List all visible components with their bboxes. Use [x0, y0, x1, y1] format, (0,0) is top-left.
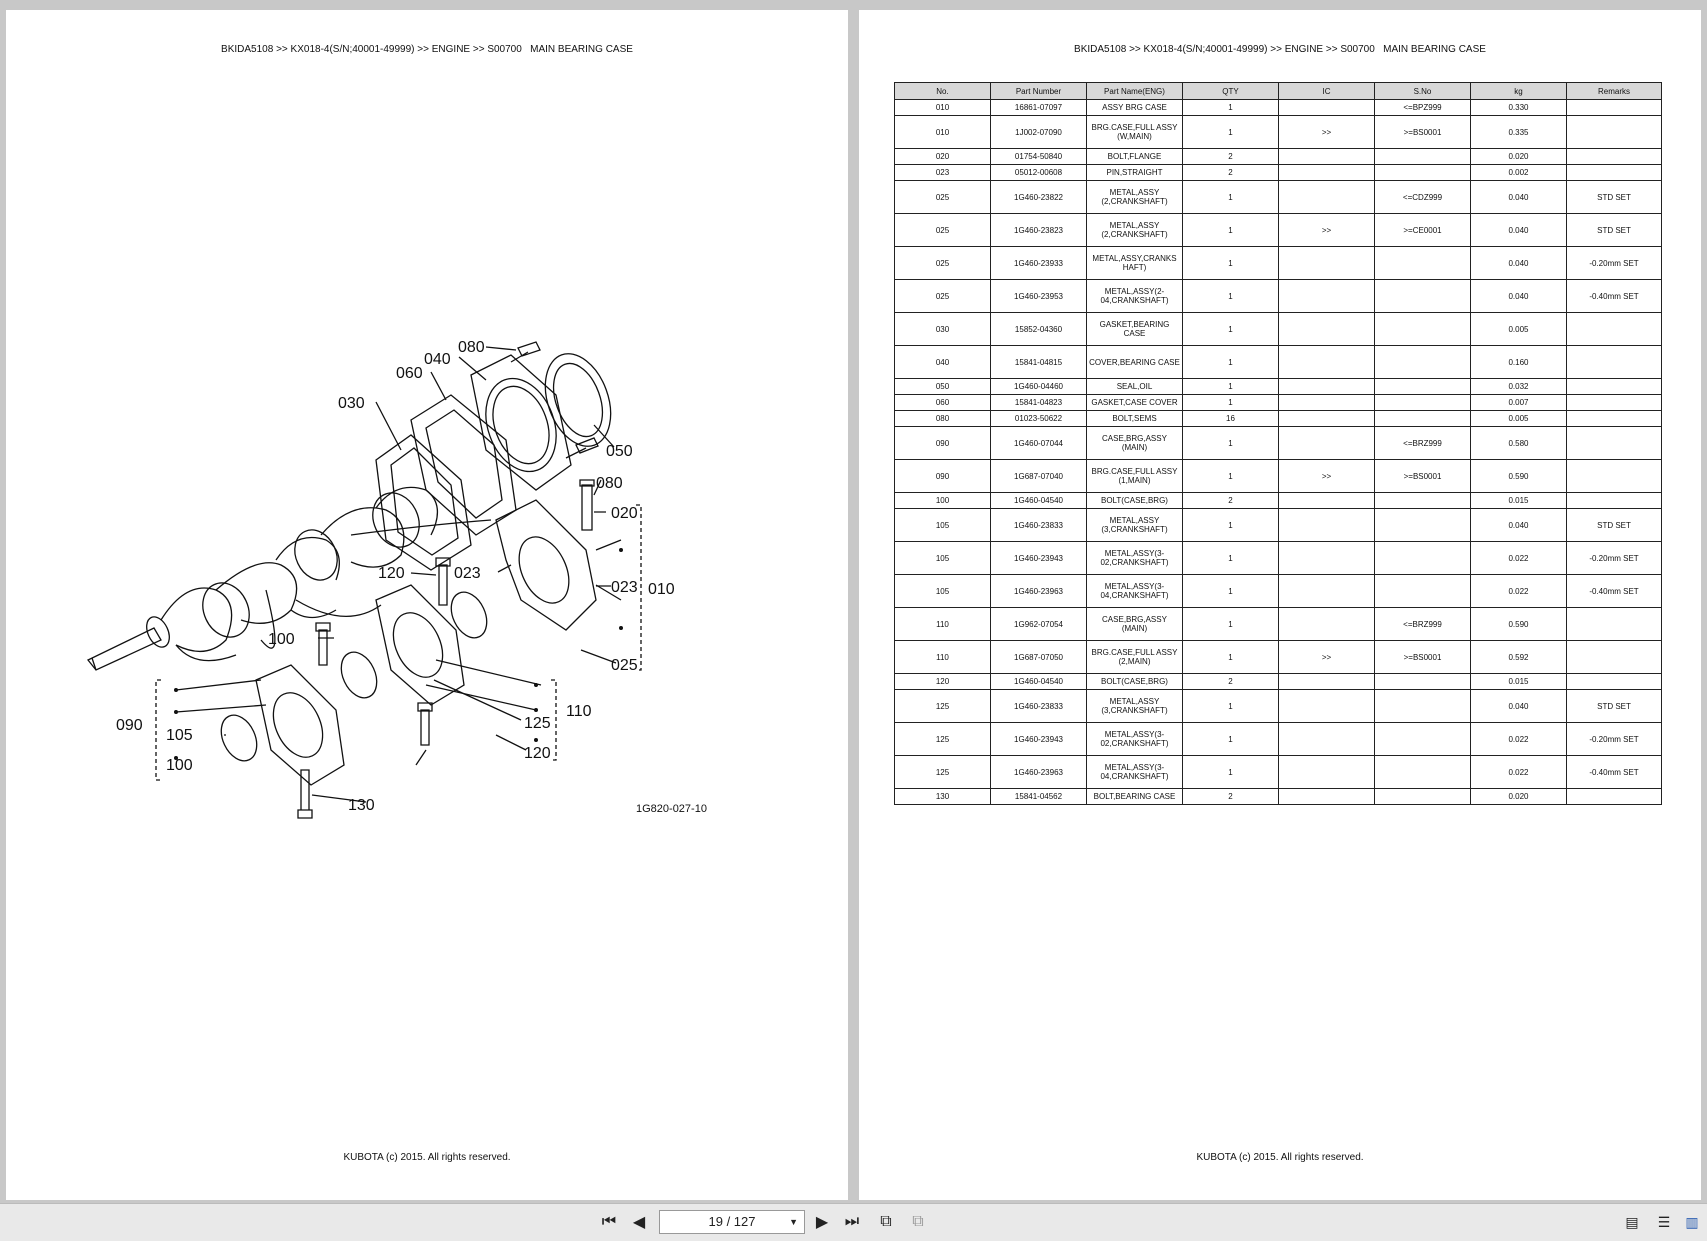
cell-no: 030 [895, 313, 991, 346]
table-row [895, 509, 1662, 542]
cell-qty: 1 [1183, 723, 1279, 756]
header-part-name: Part Name(ENG) [1087, 83, 1183, 100]
cell-qty: 1 [1183, 395, 1279, 411]
table-row [895, 411, 1662, 427]
cell-kg: 0.040 [1471, 280, 1567, 313]
callout-010: 010 [648, 581, 675, 598]
cell-kg: 0.040 [1471, 247, 1567, 280]
viewer-toolbar [0, 1203, 1707, 1241]
cell-kg: 0.590 [1471, 608, 1567, 641]
cell-qty: 1 [1183, 247, 1279, 280]
gasket-060-drawing [411, 395, 516, 535]
cell-ic [1279, 280, 1375, 313]
callout-090: 090 [116, 717, 143, 734]
cell-remarks: -0.40mm SET [1567, 756, 1662, 789]
cell-ic [1279, 674, 1375, 690]
cell-no: 110 [895, 641, 991, 674]
table-row [895, 542, 1662, 575]
cell-part-name: METAL,ASSY(3- 02,CRANKSHAFT) [1087, 723, 1183, 756]
cell-part-name: CASE,BRG,ASSY (MAIN) [1087, 608, 1183, 641]
cell-sno [1375, 165, 1471, 181]
bearing-case-110-drawing [376, 585, 464, 705]
cell-part-number: 15841-04823 [991, 395, 1087, 411]
header-no: No. [895, 83, 991, 100]
cell-remarks [1567, 313, 1662, 346]
cell-ic [1279, 690, 1375, 723]
cell-part-number: 15852-04360 [991, 313, 1087, 346]
cell-remarks [1567, 116, 1662, 149]
cell-part-name: METAL,ASSY(3- 04,CRANKSHAFT) [1087, 575, 1183, 608]
cell-remarks [1567, 493, 1662, 509]
cell-sno: <=CDZ999 [1375, 181, 1471, 214]
table-row [895, 575, 1662, 608]
single-page-view-icon[interactable]: ▤ [1625, 1213, 1639, 1230]
breadcrumb-right: BKIDA5108 >> KX018-4(S/N;40001-49999) >> ENGINE >> S00700 MAIN BEARING CASE [1074, 44, 1486, 55]
header-ic: IC [1279, 83, 1375, 100]
cell-kg: 0.022 [1471, 723, 1567, 756]
cell-sno [1375, 690, 1471, 723]
cell-remarks [1567, 346, 1662, 379]
two-page-view-icon[interactable]: ▥ [1685, 1213, 1699, 1230]
cell-part-number: 1G687-07040 [991, 460, 1087, 493]
cell-no: 130 [895, 789, 991, 805]
cell-no: 025 [895, 280, 991, 313]
cell-kg: 0.005 [1471, 411, 1567, 427]
callout-020: 020 [611, 505, 638, 522]
cell-kg: 0.032 [1471, 379, 1567, 395]
next-page-icon[interactable]: ▶ [815, 1214, 829, 1231]
cell-no: 010 [895, 100, 991, 116]
figure-code: 1G820-027-10 [636, 803, 707, 815]
cell-no: 023 [895, 165, 991, 181]
cell-no: 110 [895, 608, 991, 641]
cell-kg: 0.020 [1471, 149, 1567, 165]
fit-width-icon[interactable]: ⧉ [912, 1213, 924, 1230]
callout-025: 025 [611, 657, 638, 674]
cell-qty: 1 [1183, 313, 1279, 346]
callout-040: 040 [424, 351, 451, 368]
cell-sno [1375, 346, 1471, 379]
cell-no: 040 [895, 346, 991, 379]
cell-qty: 1 [1183, 641, 1279, 674]
table-row [895, 379, 1662, 395]
cell-sno: >=BS0001 [1375, 460, 1471, 493]
cell-part-name: BRG.CASE,FULL ASSY (W,MAIN) [1087, 116, 1183, 149]
cell-no: 025 [895, 214, 991, 247]
prev-page-icon[interactable]: ◀ [632, 1214, 646, 1231]
cell-remarks [1567, 411, 1662, 427]
cell-part-number: 1G460-23953 [991, 280, 1087, 313]
footer-right: KUBOTA (c) 2015. All rights reserved. [1196, 1152, 1364, 1163]
callout-100: 100 [268, 631, 295, 648]
cell-ic [1279, 756, 1375, 789]
cell-part-number: 1G460-23833 [991, 690, 1087, 723]
cell-sno [1375, 247, 1471, 280]
cell-remarks: -0.20mm SET [1567, 247, 1662, 280]
cell-qty: 16 [1183, 411, 1279, 427]
cell-remarks [1567, 460, 1662, 493]
continuous-view-icon[interactable]: ☰ [1657, 1213, 1671, 1230]
cell-qty: 2 [1183, 674, 1279, 690]
table-row [895, 427, 1662, 460]
cell-ic [1279, 149, 1375, 165]
left-page [6, 10, 848, 1200]
cell-qty: 1 [1183, 542, 1279, 575]
cell-kg: 0.015 [1471, 493, 1567, 509]
cell-no: 100 [895, 493, 991, 509]
callout-060: 060 [396, 365, 423, 382]
cell-no: 105 [895, 575, 991, 608]
page-indicator: 19 / 127 [708, 1214, 756, 1229]
cell-kg: 0.580 [1471, 427, 1567, 460]
bearing-case-090-drawing [256, 665, 344, 785]
cell-ic [1279, 346, 1375, 379]
cell-ic [1279, 247, 1375, 280]
cell-ic [1279, 379, 1375, 395]
cell-no: 025 [895, 247, 991, 280]
cell-part-name: SEAL,OIL [1087, 379, 1183, 395]
callout-105: 105 [166, 727, 193, 744]
callout-120: 120 [378, 565, 405, 582]
cell-part-number: 05012-00608 [991, 165, 1087, 181]
cell-qty: 1 [1183, 427, 1279, 460]
callout-023: 023 [454, 565, 481, 582]
table-row [895, 690, 1662, 723]
cell-ic [1279, 181, 1375, 214]
cell-kg: 0.040 [1471, 181, 1567, 214]
cell-sno [1375, 280, 1471, 313]
cell-kg: 0.020 [1471, 789, 1567, 805]
cell-sno [1375, 395, 1471, 411]
cell-sno [1375, 411, 1471, 427]
cell-part-number: 1G460-23963 [991, 756, 1087, 789]
header-qty: QTY [1183, 83, 1279, 100]
cell-kg: 0.330 [1471, 100, 1567, 116]
cell-remarks [1567, 149, 1662, 165]
gasket-030-drawing [376, 435, 471, 570]
cell-part-name: METAL,ASSY (3,CRANKSHAFT) [1087, 690, 1183, 723]
cell-part-number: 1G460-04540 [991, 674, 1087, 690]
cell-kg: 0.040 [1471, 690, 1567, 723]
cell-ic: >> [1279, 116, 1375, 149]
diagram-drawing [66, 340, 786, 900]
table-row [895, 313, 1662, 346]
exploded-parts-diagram [66, 340, 786, 900]
cell-sno: <=BPZ999 [1375, 100, 1471, 116]
cell-no: 105 [895, 509, 991, 542]
callout-120: 120 [524, 745, 551, 762]
table-row [895, 608, 1662, 641]
right-page [859, 10, 1701, 1200]
cell-remarks: -0.40mm SET [1567, 280, 1662, 313]
cell-kg: 0.160 [1471, 346, 1567, 379]
cell-remarks [1567, 608, 1662, 641]
cell-sno: >=BS0001 [1375, 116, 1471, 149]
callout-030: 030 [338, 395, 365, 412]
cell-no: 010 [895, 116, 991, 149]
cell-qty: 1 [1183, 181, 1279, 214]
cell-sno: >=BS0001 [1375, 641, 1471, 674]
cell-part-name: BOLT,SEMS [1087, 411, 1183, 427]
cell-no: 125 [895, 756, 991, 789]
cell-remarks: -0.20mm SET [1567, 723, 1662, 756]
callout-080: 080 [458, 340, 485, 356]
cell-remarks [1567, 165, 1662, 181]
cell-part-number: 15841-04815 [991, 346, 1087, 379]
table-row [895, 214, 1662, 247]
cell-part-number: 1G687-07050 [991, 641, 1087, 674]
callout-050: 050 [606, 443, 633, 460]
callout-125: 125 [524, 715, 551, 732]
cell-part-number: 1G460-04540 [991, 493, 1087, 509]
cell-qty: 2 [1183, 149, 1279, 165]
cell-part-name: BOLT(CASE,BRG) [1087, 493, 1183, 509]
table-row [895, 149, 1662, 165]
breadcrumb-left: BKIDA5108 >> KX018-4(S/N;40001-49999) >> ENGINE >> S00700 MAIN BEARING CASE [221, 44, 633, 55]
cell-kg: 0.005 [1471, 313, 1567, 346]
cell-qty: 1 [1183, 280, 1279, 313]
cell-ic: >> [1279, 641, 1375, 674]
cell-ic [1279, 411, 1375, 427]
first-page-icon[interactable]: ⏮ [601, 1213, 617, 1230]
cell-remarks: -0.20mm SET [1567, 542, 1662, 575]
cell-part-number: 1G460-23833 [991, 509, 1087, 542]
cell-sno [1375, 575, 1471, 608]
cell-part-number: 1G460-23822 [991, 181, 1087, 214]
cell-qty: 2 [1183, 493, 1279, 509]
cell-part-number: 01023-50622 [991, 411, 1087, 427]
cell-sno [1375, 509, 1471, 542]
cell-remarks: STD SET [1567, 690, 1662, 723]
cell-sno [1375, 542, 1471, 575]
last-page-icon[interactable]: ⏭ [844, 1213, 860, 1230]
cell-qty: 1 [1183, 100, 1279, 116]
cell-part-name: METAL,ASSY(3- 04,CRANKSHAFT) [1087, 756, 1183, 789]
cell-part-name: METAL,ASSY (2,CRANKSHAFT) [1087, 181, 1183, 214]
cell-no: 120 [895, 674, 991, 690]
cell-kg: 0.040 [1471, 509, 1567, 542]
cell-part-number: 1G460-23963 [991, 575, 1087, 608]
cell-kg: 0.022 [1471, 575, 1567, 608]
cell-sno: >=CE0001 [1375, 214, 1471, 247]
cell-ic [1279, 165, 1375, 181]
cell-qty: 1 [1183, 575, 1279, 608]
cell-sno [1375, 149, 1471, 165]
cell-remarks [1567, 100, 1662, 116]
cell-qty: 2 [1183, 789, 1279, 805]
cell-sno [1375, 379, 1471, 395]
cell-ic [1279, 427, 1375, 460]
table-row [895, 641, 1662, 674]
cell-kg: 0.022 [1471, 756, 1567, 789]
cell-qty: 1 [1183, 460, 1279, 493]
cell-kg: 0.590 [1471, 460, 1567, 493]
callout-080: 080 [596, 475, 623, 492]
page-number-input[interactable] [659, 1210, 805, 1234]
cell-part-number: 1G460-07044 [991, 427, 1087, 460]
cell-ic [1279, 723, 1375, 756]
cell-remarks [1567, 789, 1662, 805]
cell-no: 050 [895, 379, 991, 395]
table-row [895, 395, 1662, 411]
cell-qty: 1 [1183, 214, 1279, 247]
cell-remarks [1567, 395, 1662, 411]
cell-no: 025 [895, 181, 991, 214]
cell-sno [1375, 723, 1471, 756]
cell-remarks: STD SET [1567, 181, 1662, 214]
cell-part-number: 1G962-07054 [991, 608, 1087, 641]
cell-ic: >> [1279, 214, 1375, 247]
table-row [895, 165, 1662, 181]
cell-remarks [1567, 674, 1662, 690]
parts-table-body [895, 100, 1662, 805]
cell-qty: 2 [1183, 165, 1279, 181]
cell-sno [1375, 493, 1471, 509]
cell-no: 080 [895, 411, 991, 427]
parts-table [894, 82, 1662, 805]
header-remarks: Remarks [1567, 83, 1662, 100]
cell-sno [1375, 789, 1471, 805]
fit-page-icon[interactable]: ⧉ [880, 1213, 892, 1230]
cell-remarks [1567, 427, 1662, 460]
cell-ic [1279, 493, 1375, 509]
cell-part-name: BOLT,BEARING CASE [1087, 789, 1183, 805]
cell-qty: 1 [1183, 116, 1279, 149]
cell-no: 090 [895, 427, 991, 460]
cell-no: 060 [895, 395, 991, 411]
cell-part-name: BRG.CASE,FULL ASSY (1,MAIN) [1087, 460, 1183, 493]
cell-kg: 0.002 [1471, 165, 1567, 181]
cell-part-number: 16861-07097 [991, 100, 1087, 116]
cell-kg: 0.592 [1471, 641, 1567, 674]
cell-part-name: METAL,ASSY (2,CRANKSHAFT) [1087, 214, 1183, 247]
footer-left: KUBOTA (c) 2015. All rights reserved. [343, 1152, 511, 1163]
cell-no: 125 [895, 723, 991, 756]
cell-kg: 0.015 [1471, 674, 1567, 690]
cell-part-number: 1G460-23943 [991, 723, 1087, 756]
cell-ic: >> [1279, 460, 1375, 493]
cell-remarks [1567, 379, 1662, 395]
cell-ic [1279, 100, 1375, 116]
callout-100: 100 [166, 757, 193, 774]
cell-part-number: 1G460-04460 [991, 379, 1087, 395]
cell-qty: 1 [1183, 379, 1279, 395]
cell-remarks: -0.40mm SET [1567, 575, 1662, 608]
table-row [895, 674, 1662, 690]
cell-ic [1279, 608, 1375, 641]
table-row [895, 493, 1662, 509]
table-row [895, 460, 1662, 493]
oil-seal-050-drawing [533, 345, 622, 456]
table-row [895, 723, 1662, 756]
cell-kg: 0.022 [1471, 542, 1567, 575]
cell-part-name: GASKET,CASE COVER [1087, 395, 1183, 411]
cell-part-name: GASKET,BEARING CASE [1087, 313, 1183, 346]
cell-ic [1279, 542, 1375, 575]
cell-part-number: 1G460-23943 [991, 542, 1087, 575]
table-header-row [895, 83, 1662, 100]
cell-part-name: BOLT(CASE,BRG) [1087, 674, 1183, 690]
cell-part-number: 1G460-23823 [991, 214, 1087, 247]
table-row [895, 100, 1662, 116]
cell-ic [1279, 313, 1375, 346]
cell-part-number: 01754-50840 [991, 149, 1087, 165]
cell-ic [1279, 789, 1375, 805]
cell-part-name: PIN,STRAIGHT [1087, 165, 1183, 181]
table-row [895, 181, 1662, 214]
cell-remarks: STD SET [1567, 509, 1662, 542]
cell-part-name: METAL,ASSY (3,CRANKSHAFT) [1087, 509, 1183, 542]
callout-110: 110 [566, 703, 592, 720]
cell-qty: 1 [1183, 509, 1279, 542]
table-row [895, 756, 1662, 789]
callout-130: 130 [348, 797, 375, 814]
table-row [895, 280, 1662, 313]
table-row [895, 346, 1662, 379]
cell-qty: 1 [1183, 346, 1279, 379]
cell-sno: <=BRZ999 [1375, 427, 1471, 460]
header-sno: S.No [1375, 83, 1471, 100]
cell-part-name: CASE,BRG,ASSY (MAIN) [1087, 427, 1183, 460]
header-kg: kg [1471, 83, 1567, 100]
cell-part-number: 1J002-07090 [991, 116, 1087, 149]
cell-part-name: BOLT,FLANGE [1087, 149, 1183, 165]
cell-remarks [1567, 641, 1662, 674]
cell-remarks: STD SET [1567, 214, 1662, 247]
cell-part-number: 1G460-23933 [991, 247, 1087, 280]
table-row [895, 116, 1662, 149]
cell-ic [1279, 509, 1375, 542]
chevron-down-icon[interactable]: ▼ [789, 1217, 798, 1227]
cell-ic [1279, 395, 1375, 411]
cell-no: 105 [895, 542, 991, 575]
cell-part-name: METAL,ASSY(3- 02,CRANKSHAFT) [1087, 542, 1183, 575]
cell-sno [1375, 756, 1471, 789]
cell-part-name: COVER,BEARING CASE [1087, 346, 1183, 379]
cell-kg: 0.335 [1471, 116, 1567, 149]
cell-qty: 1 [1183, 608, 1279, 641]
cell-kg: 0.007 [1471, 395, 1567, 411]
table-row [895, 789, 1662, 805]
table-row [895, 247, 1662, 280]
cell-part-name: ASSY BRG CASE [1087, 100, 1183, 116]
header-part-number: Part Number [991, 83, 1087, 100]
cell-part-number: 15841-04562 [991, 789, 1087, 805]
cell-part-name: METAL,ASSY,CRANKS HAFT) [1087, 247, 1183, 280]
cell-sno [1375, 313, 1471, 346]
cell-part-name: BRG.CASE,FULL ASSY (2,MAIN) [1087, 641, 1183, 674]
cell-sno: <=BRZ999 [1375, 608, 1471, 641]
cell-sno [1375, 674, 1471, 690]
callout-023: 023 [611, 579, 638, 596]
cell-no: 125 [895, 690, 991, 723]
cell-no: 090 [895, 460, 991, 493]
cell-ic [1279, 575, 1375, 608]
cell-kg: 0.040 [1471, 214, 1567, 247]
cell-no: 020 [895, 149, 991, 165]
cell-part-name: METAL,ASSY(2- 04,CRANKSHAFT) [1087, 280, 1183, 313]
cell-qty: 1 [1183, 690, 1279, 723]
cell-qty: 1 [1183, 756, 1279, 789]
